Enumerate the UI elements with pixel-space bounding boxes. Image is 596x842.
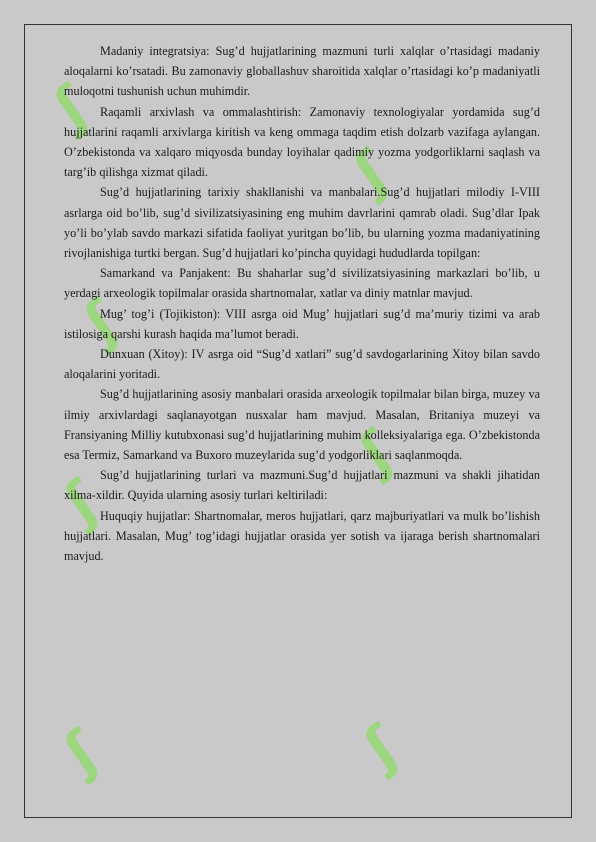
paragraph: Madaniy integratsiya: Sug’d hujjatlarining mazmuni turli xalqlar o’rtasidagi madaniy aloqalarni ko’rsatadi. Bu zamonaviy globallashuv sharoitida xalqlar o’rtasidagi ko’p madaniyatli muloqotni tushunish uchun muhimdir. (64, 44, 540, 99)
paragraph: Samarkand va Panjakent: Bu shaharlar sug’d sivilizatsiyasining markazlari bo’lib, u yerdagi arxeologik topilmalar orasida shartnomalar, xatlar va diniy matnlar mavjud. (64, 266, 540, 301)
watermark-logo: ʃ (353, 714, 410, 781)
paragraph: Dunxuan (Xitoy): IV asrga oid “Sug’d xatlari” sug’d savdogarlarining Xitoy bilan savdo aloqalarini yoritadi. (64, 347, 540, 382)
paragraph: Raqamli arxivlash va ommalashtirish: Zamonaviy texnologiyalar yordamida sug’d hujjatlarini raqamli arxivlarga kiritish va keng ommaga taqdim etish dolzarb vazifaga aylangan. O’zbekistonda va xalqaro miqyosda bunday loyihalar qadimiy yozma yodgorliklarni saqlash va targ’ib qilishga xizmat qiladi. (64, 104, 540, 180)
paragraph: Huquqiy hujjatlar: Shartnomalar, meros hujjatlari, qarz majburiyatlari va mulk bo’lishish hujjatlari. Masalan, Mug’ tog’idagi hujjatlar orasida yer sotish va ijaraga berish shartnomalari mavjud. (64, 508, 540, 564)
paragraph: Sug’d hujjatlarining asosiy manbalari orasida arxeologik topilmalar bilan birga, muzey va ilmiy arxivlardagi saqlanayotgan nusxalar ham mavjud. Masalan, Britaniya muzeyi va Fransiyaning Milliy kutubxonasi sug’d hujjatlarining muhim kolleksiyalariga ega. O’zbekistonda esa Termiz, Samarkand va Buxoro muzeylarida sug’d yodgorliklari saqlanmoqda. (64, 387, 540, 463)
watermark-logo: ʃ (348, 419, 405, 486)
paragraph: Sug’d hujjatlarining turlari va mazmuni.Sug’d hujjatlari mazmuni va shakli jihatidan xilma-xildir. Quyida ularning asosiy turlari keltiriladi: (64, 468, 540, 503)
document-body (53, 41, 540, 566)
watermark-logo: ʃ (53, 719, 110, 786)
watermark-logo: ʃ (43, 74, 100, 141)
watermark-logo: ʃ (53, 469, 110, 536)
watermark-logo: ʃ (343, 139, 400, 206)
watermark-logo: ʃ (73, 289, 130, 356)
paragraph: Sug’d hujjatlarining tarixiy shakllanishi va manbalari.Sug’d hujjatlari milodiy I-VIII asrlarga oid bo’lib, sug’d sivilizatsiyasining eng muhim davrlarini qamrab oladi. Sug’dlar Ipak yo’li bo’ylab savdo markazi sifatida faoliyat yuritgan bo’lib, bu ularning yozma madaniyatining rivojlanishiga turtki bergan. Sug’d hujjatlari ko’pincha quyidagi hududlarda topilgan: (64, 185, 540, 261)
paragraph: Mug’ tog’i (Tojikiston): VIII asrga oid Mug’ hujjatlari sug’d ma’muriy tizimi va arab istilosiga qarshi kurash haqida ma’lumot beradi. (64, 306, 540, 341)
